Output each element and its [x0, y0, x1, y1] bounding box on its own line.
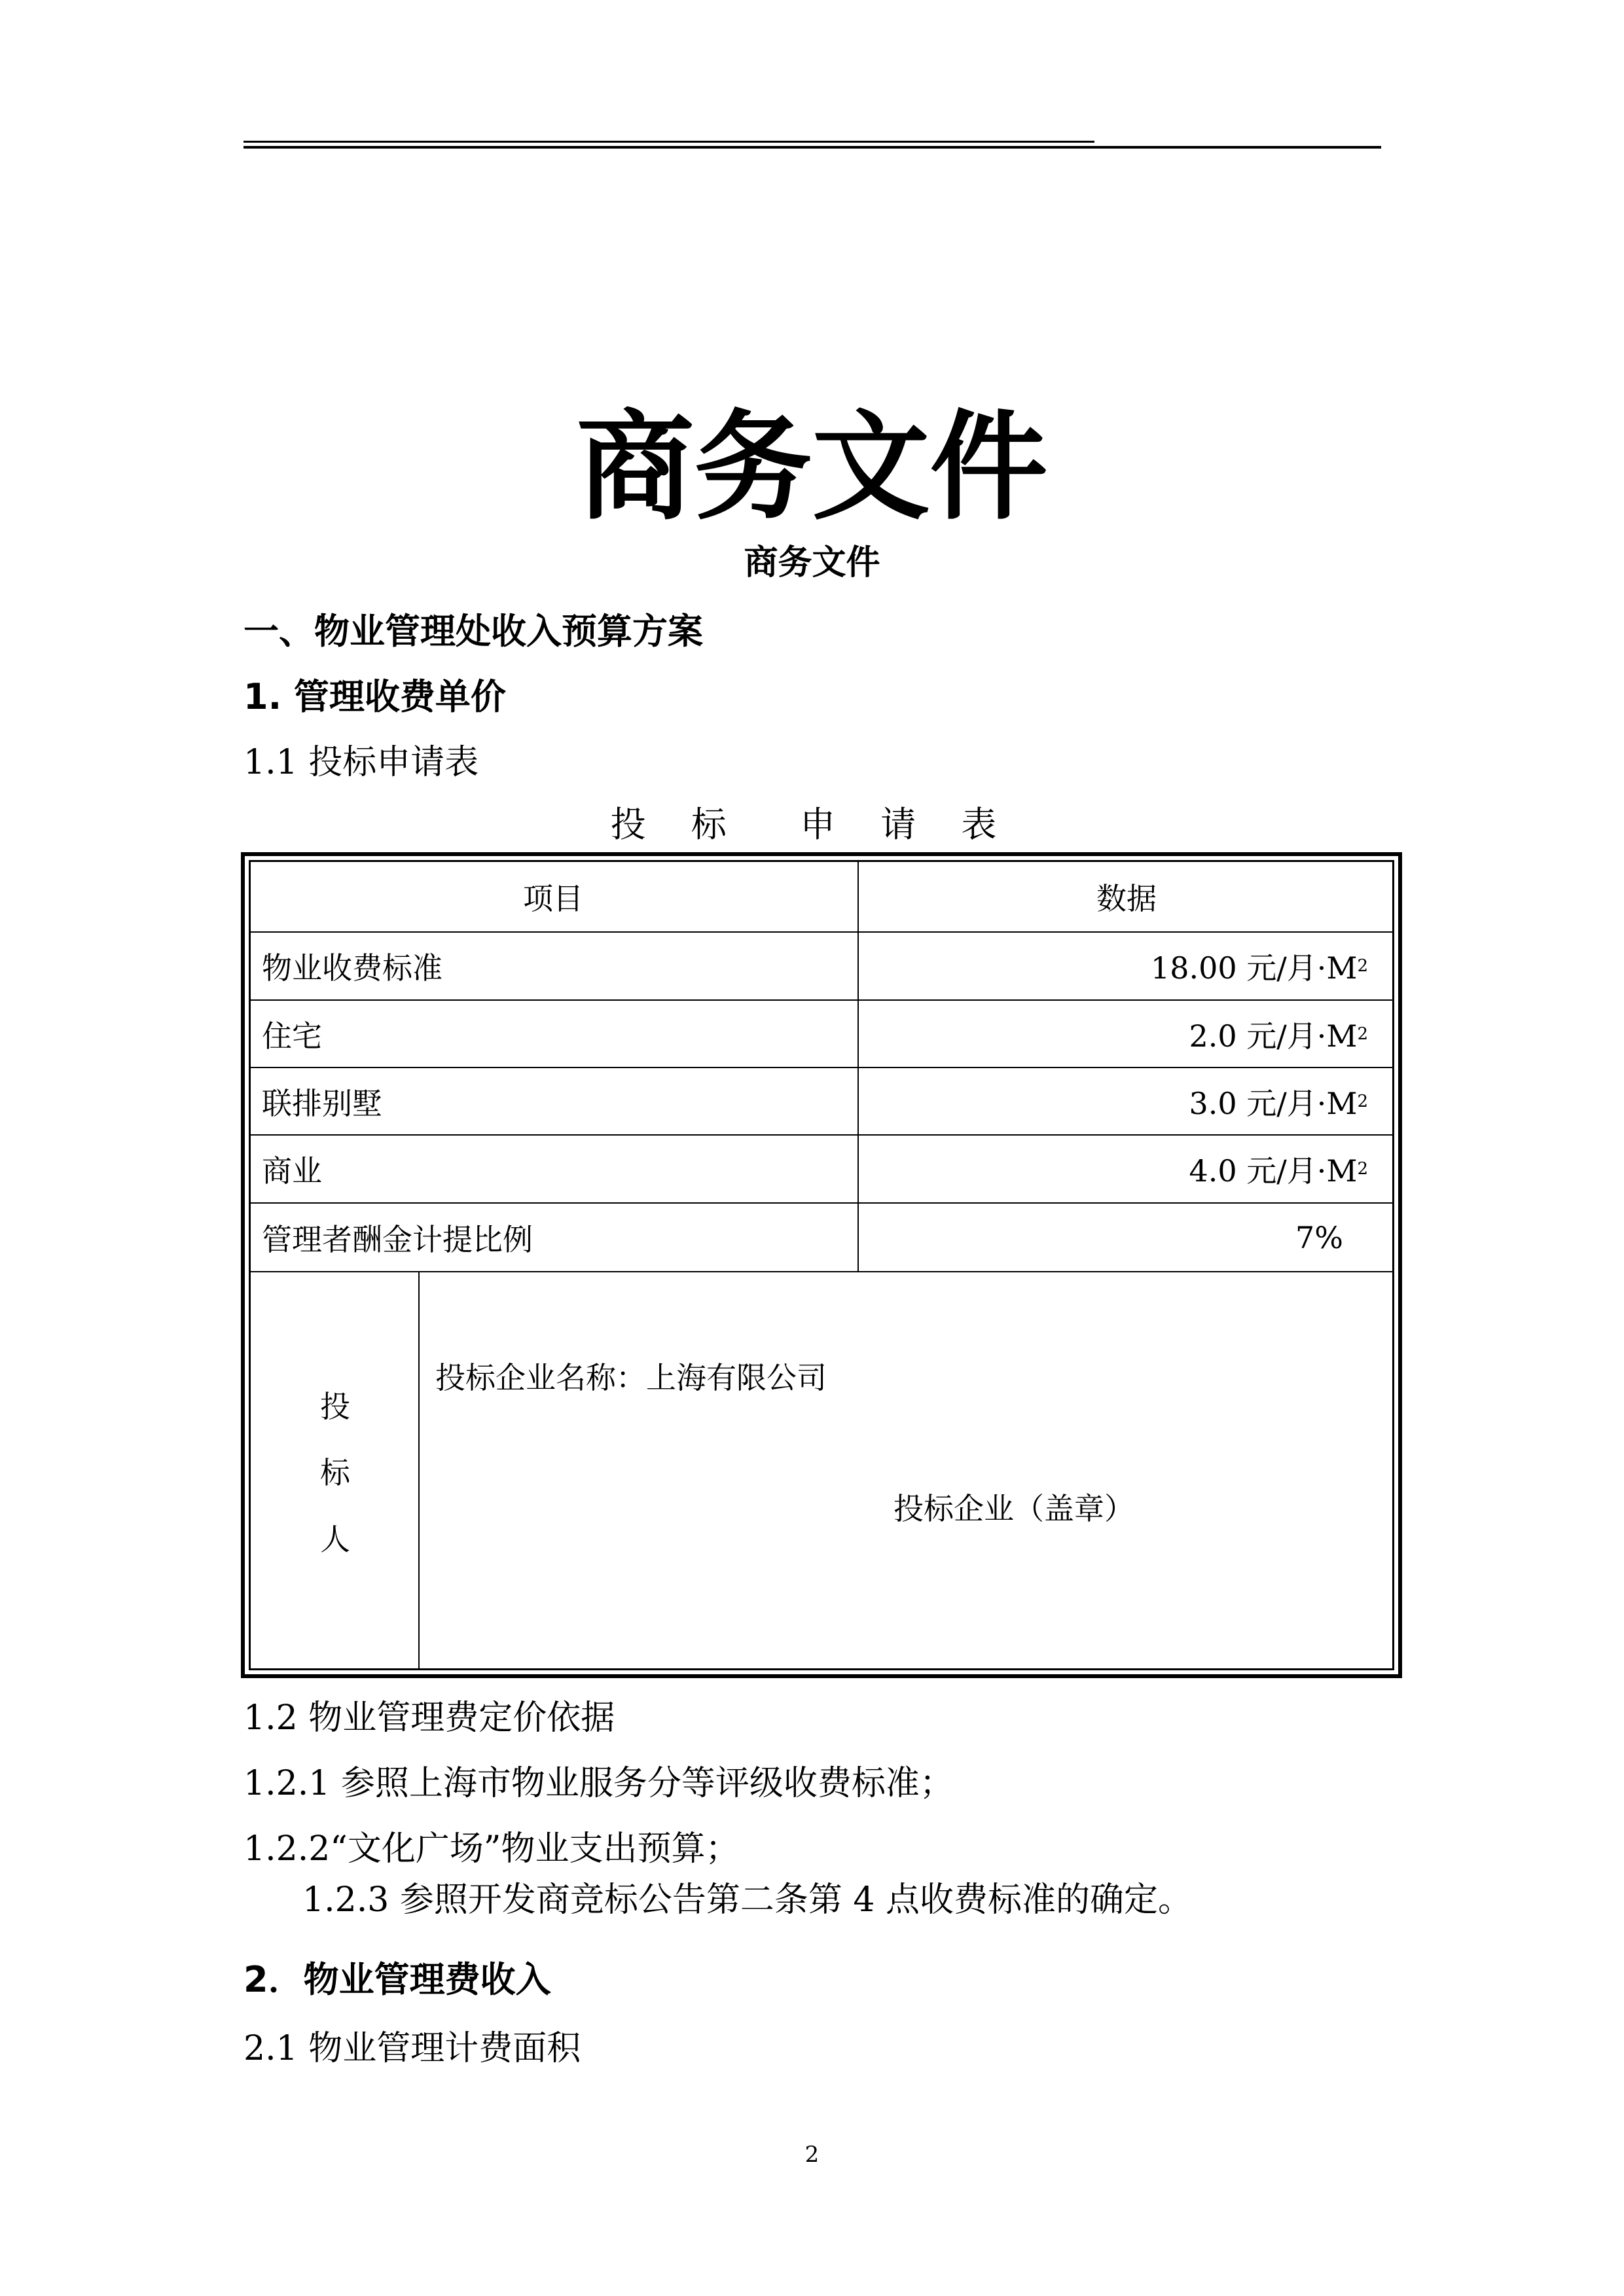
- subsection-1-heading: 1. 管理收费单价: [244, 676, 506, 717]
- bidder-label-column: [251, 1272, 420, 1668]
- header-item: 项目: [249, 862, 859, 931]
- bidder-label-char: 标: [320, 1455, 350, 1490]
- table-header-row: [249, 862, 1394, 933]
- item-1-1: 1.1 投标申请表: [244, 743, 479, 782]
- table-row: [249, 1068, 1394, 1136]
- table-row: [249, 1136, 1394, 1204]
- page-number: 2: [804, 2142, 820, 2168]
- row-value: 2.0 元/月·M 2: [1189, 1018, 1368, 1054]
- table-row: [249, 1001, 1394, 1068]
- row-item: 物业收费标准: [249, 933, 859, 999]
- row-value: 4.0 元/月·M 2: [1189, 1153, 1368, 1189]
- bidder-label-char: 人: [320, 1522, 350, 1557]
- table-row: [249, 933, 1394, 1001]
- row-item: 管理者酬金计提比例: [249, 1204, 859, 1271]
- row-item: 住宅: [249, 1001, 859, 1067]
- document-subtitle: 商务文件: [744, 543, 880, 583]
- item-1-2: 1.2 物业管理费定价依据: [244, 1698, 615, 1738]
- bidder-label-char: 投: [320, 1389, 350, 1424]
- document-title: 商务文件: [576, 399, 1048, 536]
- item-1-2-3: 1.2.3 参照开发商竞标公告第二条第 4 点收费标准的确定。: [302, 1880, 1192, 1920]
- row-item: 商业: [249, 1136, 859, 1202]
- item-2-1: 2.1 物业管理计费面积: [244, 2029, 581, 2068]
- bidder-seal-label: 投标企业（盖章）: [893, 1491, 1134, 1526]
- header-rule-long: [244, 146, 1381, 149]
- section-2-heading: 2．物业管理费收入: [244, 1959, 551, 2000]
- item-1-2-2: 1.2.2“文化广场”物业支出预算；: [244, 1829, 740, 1869]
- row-item: 联排别墅: [249, 1068, 859, 1134]
- item-1-2-1: 1.2.1 参照上海市物业服务分等评级收费标准；: [244, 1764, 954, 1803]
- bidder-company-name: 投标企业名称：上海有限公司: [435, 1360, 827, 1395]
- row-value: 3.0 元/月·M 2: [1189, 1085, 1368, 1121]
- header-data: 数据: [1096, 881, 1157, 916]
- header-rule-short: [244, 141, 1094, 143]
- table-row: [249, 1204, 1394, 1272]
- section-1-heading: 一、物业管理处收入预算方案: [244, 611, 703, 652]
- row-value: 18.00 元/月·M 2: [1150, 950, 1368, 986]
- row-value: 7%: [1295, 1219, 1343, 1255]
- table-caption: 投 标 申 请 表: [610, 804, 1014, 845]
